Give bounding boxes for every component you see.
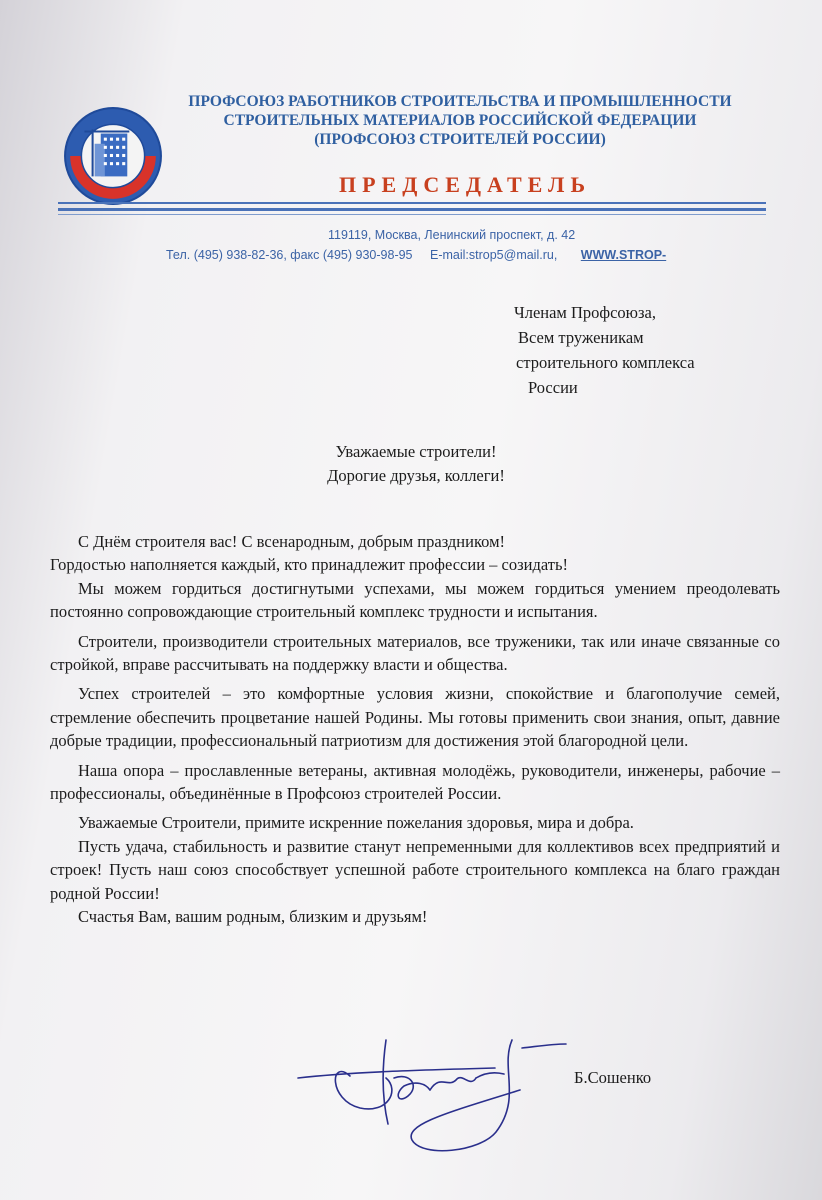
website-link[interactable]: WWW.STROP-	[580, 248, 667, 262]
org-line-3: (ПРОФСОЮЗ СТРОИТЕЛЕЙ РОССИИ)	[314, 131, 606, 148]
recipient-line: Членам Профсоюза,	[514, 303, 656, 322]
body-paragraph: Успех строителей – это комфортные условия жизни, спокойствие и благополучие семей, стремление обеспечить процветание нашей Родины. Мы готовы применить свои знания, опыт, давние добрые традиции, профессиональный патриотизм для достижения этой благородной цели.	[50, 684, 780, 751]
position-title: ПРЕДСЕДАТЕЛЬ	[338, 172, 591, 197]
recipient-line: России	[528, 378, 578, 397]
body-paragraph: Счастья Вам, вашим родным, близким и друзьям!	[78, 907, 428, 927]
salutation-line: Дорогие друзья, коллеги!	[327, 466, 505, 485]
body-paragraph: Наша опора – прославленные ветераны, активная молодёжь, руководители, инженеры, рабочие – профессионалы, объединённые в Профсоюз строителей России.	[50, 760, 780, 804]
body-paragraph: Гордостью наполняется каждый, кто принадлежит профессии – созидать!	[50, 555, 568, 575]
header-rule	[58, 202, 766, 204]
body-paragraph: С Днём строителя вас! С всенародным, добрым праздником!	[78, 532, 506, 551]
recipient-line: строительного комплекса	[516, 353, 695, 372]
union-logo	[62, 105, 164, 207]
salutation	[216, 440, 616, 488]
letter-body	[50, 530, 780, 929]
recipient-line: Всем труженикам	[518, 328, 644, 347]
contact-line	[166, 248, 666, 262]
handwritten-signature	[290, 1028, 590, 1163]
body-paragraph: Пусть удача, стабильность и развитие станут непременными для коллективов всех предприятий и строек! Пусть наш союз способствует успешной работе строительного комплекса на благо граждан родной России!	[50, 836, 780, 903]
body-paragraph: Мы можем гордиться достигнутыми успехами, мы можем гордиться умением преодолевать постоянно сопровождающие строительный комплекс трудности и испытания.	[50, 578, 780, 622]
org-line-2: СТРОИТЕЛЬНЫХ МАТЕРИАЛОВ РОССИЙСКОЙ ФЕДЕРАЦИИ	[223, 112, 697, 129]
organization-name	[150, 92, 770, 149]
email: E-mail:strop5@mail.ru,	[430, 248, 558, 262]
salutation-line: Уважаемые строители!	[335, 442, 497, 461]
recipients-block	[514, 300, 695, 400]
postal-address: 119119, Москва, Ленинский проспект, д. 42	[328, 228, 576, 242]
body-paragraph: Строители, производители строительных материалов, все труженики, так или иначе связанные со стройкой, вправе рассчитывать на поддержку власти и общества.	[50, 631, 780, 675]
signer-name: Б.Сошенко	[574, 1068, 652, 1087]
header-rule	[58, 208, 766, 211]
phone-fax: Тел. (495) 938-82-36, факс (495) 930-98-95	[166, 248, 413, 262]
body-paragraph: Уважаемые Строители, примите искренние пожелания здоровья, мира и добра.	[78, 813, 634, 833]
org-line-1: ПРОФСОЮЗ РАБОТНИКОВ СТРОИТЕЛЬСТВА И ПРОМЫШЛЕННОСТИ	[188, 93, 732, 110]
header-rule	[58, 214, 766, 215]
